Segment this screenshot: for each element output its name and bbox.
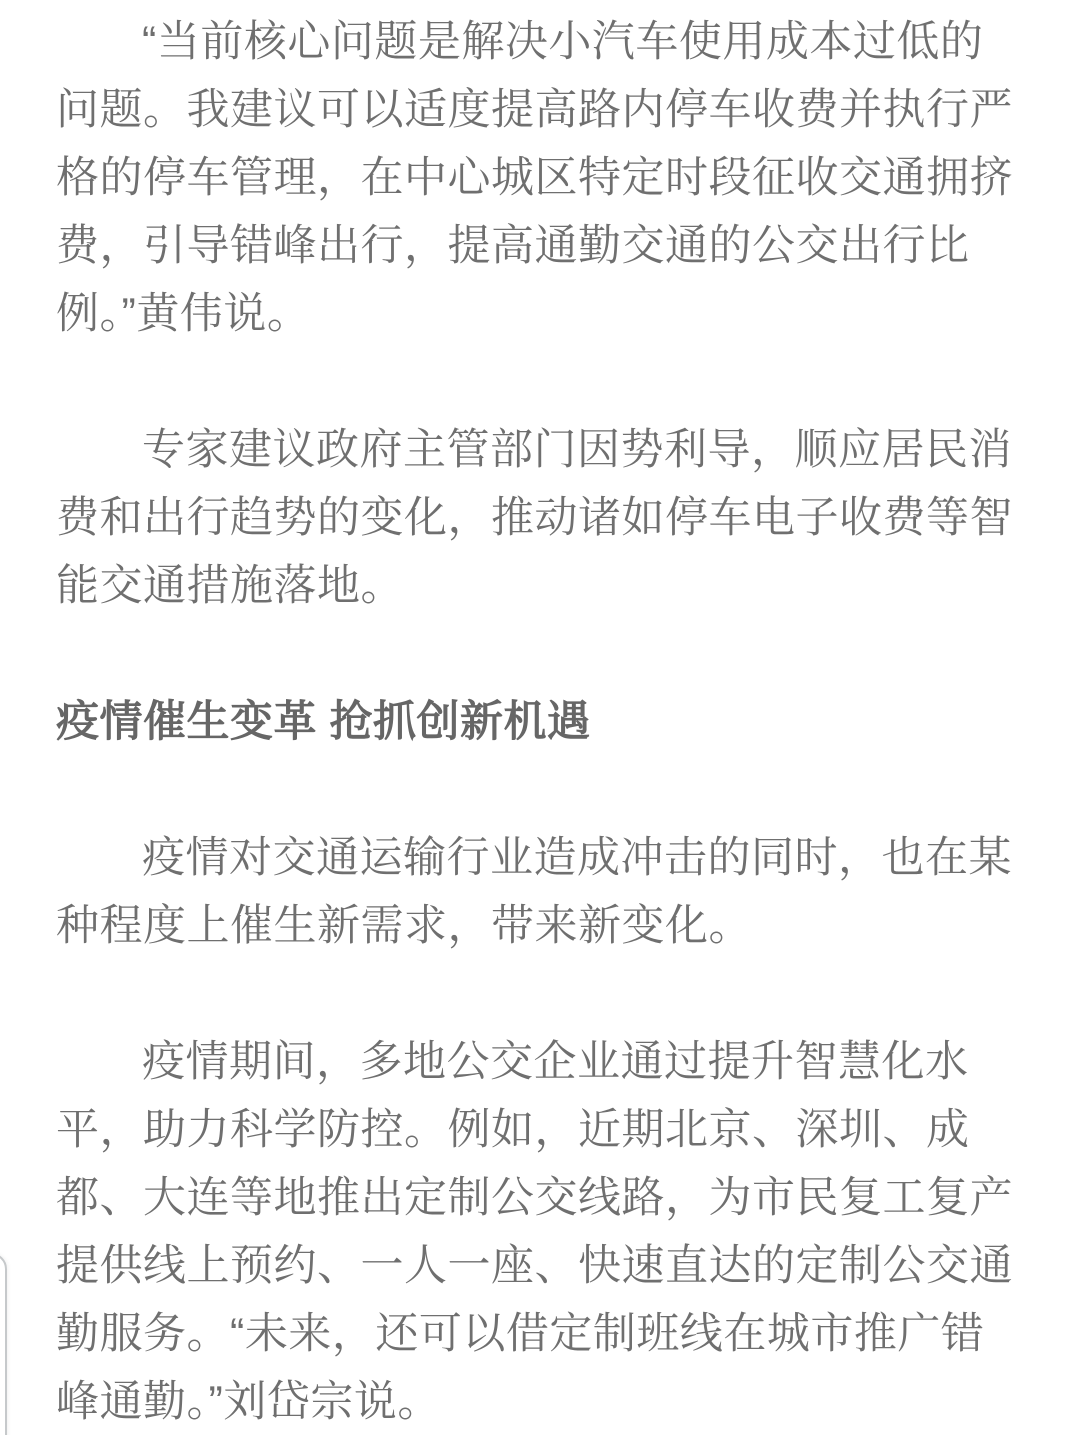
article-paragraph: 专家建议政府主管部门因势利导，顺应居民消费和出行趋势的变化，推动诸如停车电子收费等智能交通措施落地。 bbox=[56, 426, 1013, 610]
article-paragraph: 疫情期间，多地公交企业通过提升智慧化水平，助力科学防控。例如，近期北京、深圳、成都、大连等地推出定制公交线路，为市民复工复产提供线上预约、一人一座、快速直达的定制公交通勤服务。“未来，还可以借定制班线在城市推广错峰通勤。”刘岱宗说。 bbox=[56, 1038, 1013, 1426]
side-drawer-handle[interactable] bbox=[0, 1253, 7, 1435]
article-paragraph: “当前核心问题是解决小汽车使用成本过低的问题。我建议可以适度提高路内停车收费并执行严格的停车管理，在中心城区特定时段征收交通拥挤费，引导错峰出行，提高通勤交通的公交出行比例。”黄伟说。 bbox=[56, 18, 1013, 338]
article-paragraph: 疫情对交通运输行业造成冲击的同时，也在某种程度上催生新需求，带来新变化。 bbox=[56, 834, 1012, 950]
section-heading: 疫情催生变革 抢抓创新机遇 bbox=[56, 698, 591, 746]
